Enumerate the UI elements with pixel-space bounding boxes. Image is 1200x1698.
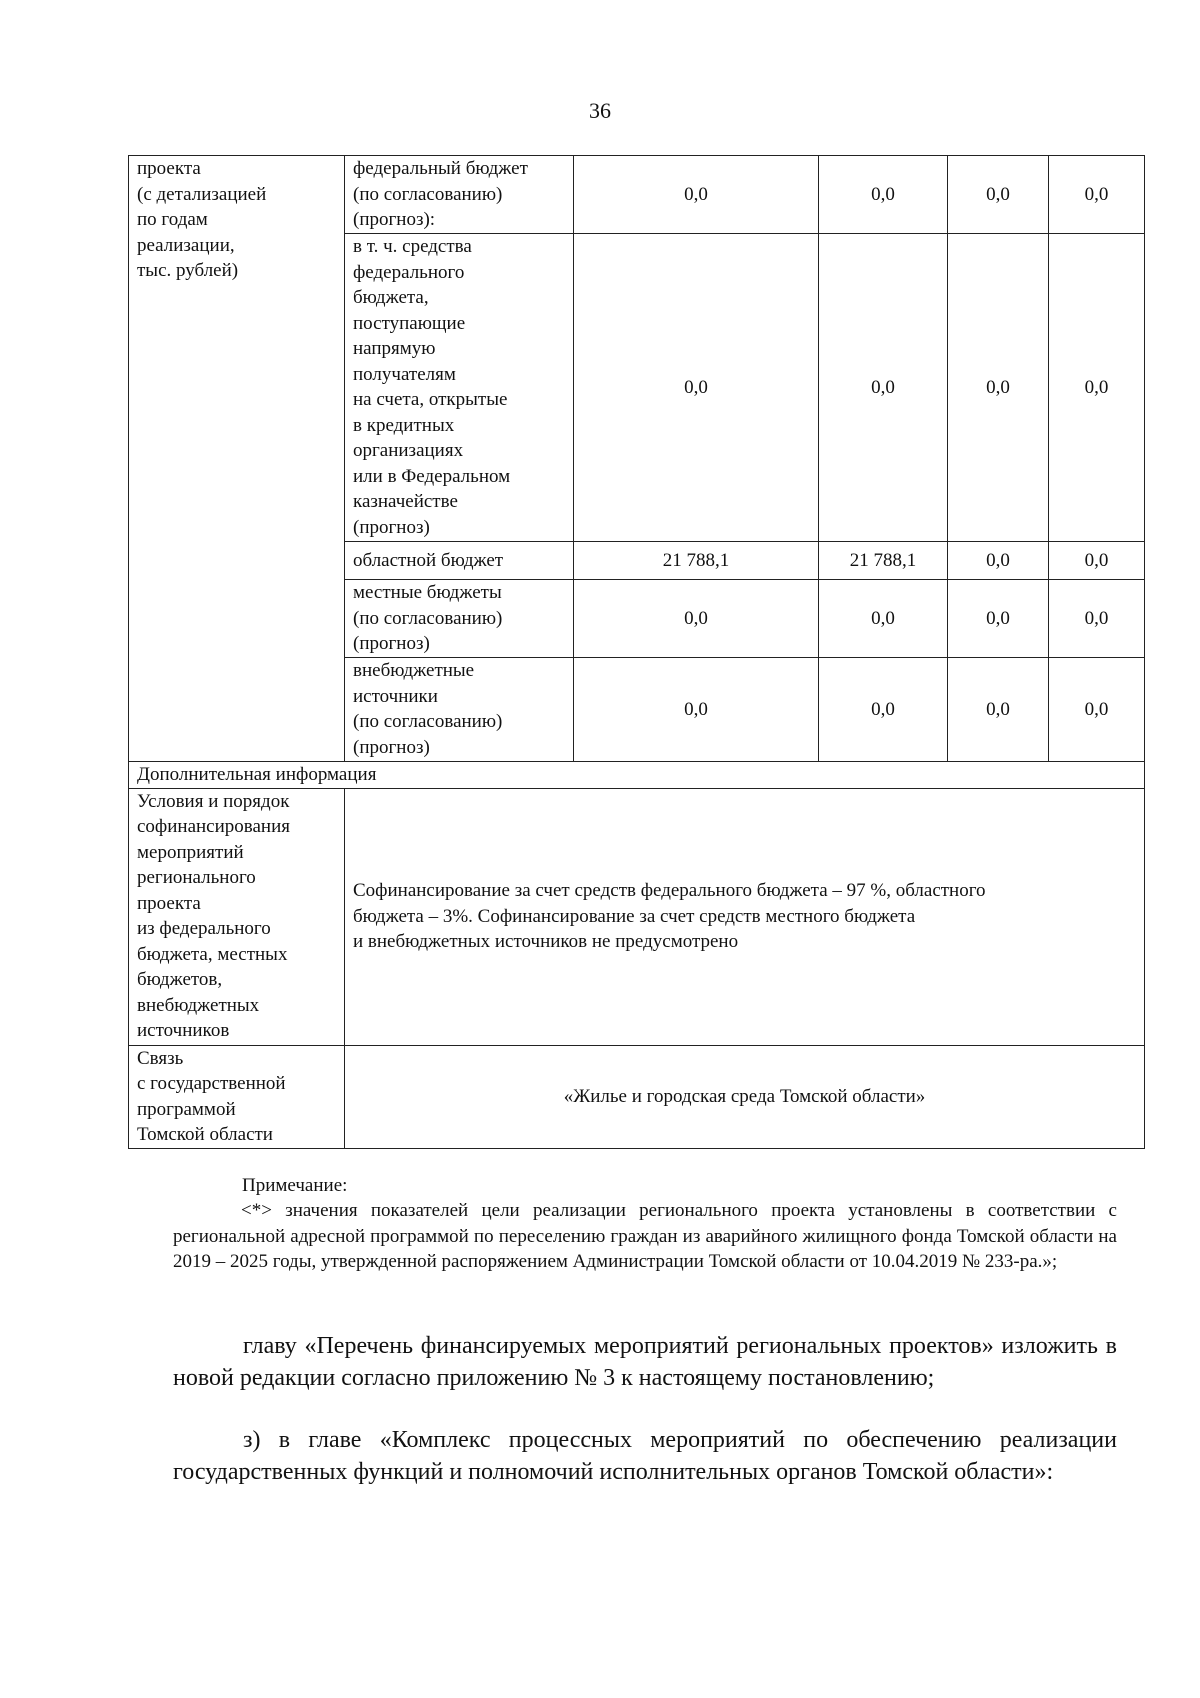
paragraph-chapter-list: главу «Перечень финансируемых мероприятий региональных проектов» изложить в новой редакции согласно приложению № 3 к настоящему постановлению;	[173, 1333, 1117, 1391]
value-cell: 0,0	[1049, 580, 1145, 658]
project-funding-label: проекта (с детализацией по годам реализации, тыс. рублей)	[129, 156, 345, 762]
source-extrabudgetary: внебюджетные источники (по согласованию) (прогноз)	[345, 658, 574, 762]
additional-info-header: Дополнительная информация	[129, 762, 1145, 789]
value-cell: 0,0	[948, 658, 1049, 762]
value-cell: 0,0	[819, 234, 948, 542]
value-cell: 21 788,1	[819, 542, 948, 580]
program-link-label: Связь с государственной программой Томской области	[129, 1045, 345, 1148]
table-row	[129, 788, 1145, 1045]
funding-table	[128, 155, 1145, 1149]
page-number: 36	[589, 98, 611, 123]
value-cell: 0,0	[819, 580, 948, 658]
value-cell: 0,0	[948, 542, 1049, 580]
source-federal: федеральный бюджет (по согласованию) (прогноз):	[345, 156, 574, 234]
value-cell: 0,0	[574, 156, 819, 234]
value-cell: 0,0	[819, 156, 948, 234]
value-cell: 0,0	[1049, 156, 1145, 234]
value-cell: 0,0	[948, 156, 1049, 234]
value-cell: 0,0	[1049, 542, 1145, 580]
table-row	[129, 156, 1145, 234]
value-cell: 0,0	[1049, 658, 1145, 762]
table-row	[129, 1045, 1145, 1148]
value-cell: 0,0	[1049, 234, 1145, 542]
value-cell: 0,0	[574, 658, 819, 762]
cofinancing-label: Условия и порядок софинансирования мероприятий регионального проекта из федерального бюджета, местных бюджетов, внебюджетных источников	[129, 788, 345, 1045]
value-cell: 21 788,1	[574, 542, 819, 580]
source-federal-direct: в т. ч. средства федерального бюджета, поступающие напрямую получателям на счета, открытые в кредитных организациях или в Федеральном казначействе (прогноз)	[345, 234, 574, 542]
value-cell: 0,0	[574, 234, 819, 542]
paragraph-subclause-z: з) в главе «Комплекс процессных мероприятий по обеспечению реализации государственных функций и полномочий исполнительных органов Томской области»:	[173, 1427, 1117, 1485]
note-title: Примечание:	[242, 1175, 348, 1196]
table-row	[129, 762, 1145, 789]
source-local: местные бюджеты (по согласованию) (прогноз)	[345, 580, 574, 658]
note-body: <*> значения показателей цели реализации регионального проекта установлены в соответствии с региональной адресной программой по переселению граждан из аварийного жилищного фонда Томской области на 2019 – 2025 годы, утвержденной распоряжением Администрации Томской области от 10.04.2019 № 233-ра.»;	[173, 1200, 1117, 1272]
value-cell: 0,0	[948, 580, 1049, 658]
value-cell: 0,0	[819, 658, 948, 762]
cofinancing-text: Софинансирование за счет средств федерального бюджета – 97 %, областного бюджета – 3%. Софинансирование за счет средств местного бюджета и внебюджетных источников не предусмотрено	[345, 788, 1145, 1045]
source-regional: областной бюджет	[345, 542, 574, 580]
value-cell: 0,0	[948, 234, 1049, 542]
program-link-text: «Жилье и городская среда Томской области»	[345, 1045, 1145, 1148]
value-cell: 0,0	[574, 580, 819, 658]
